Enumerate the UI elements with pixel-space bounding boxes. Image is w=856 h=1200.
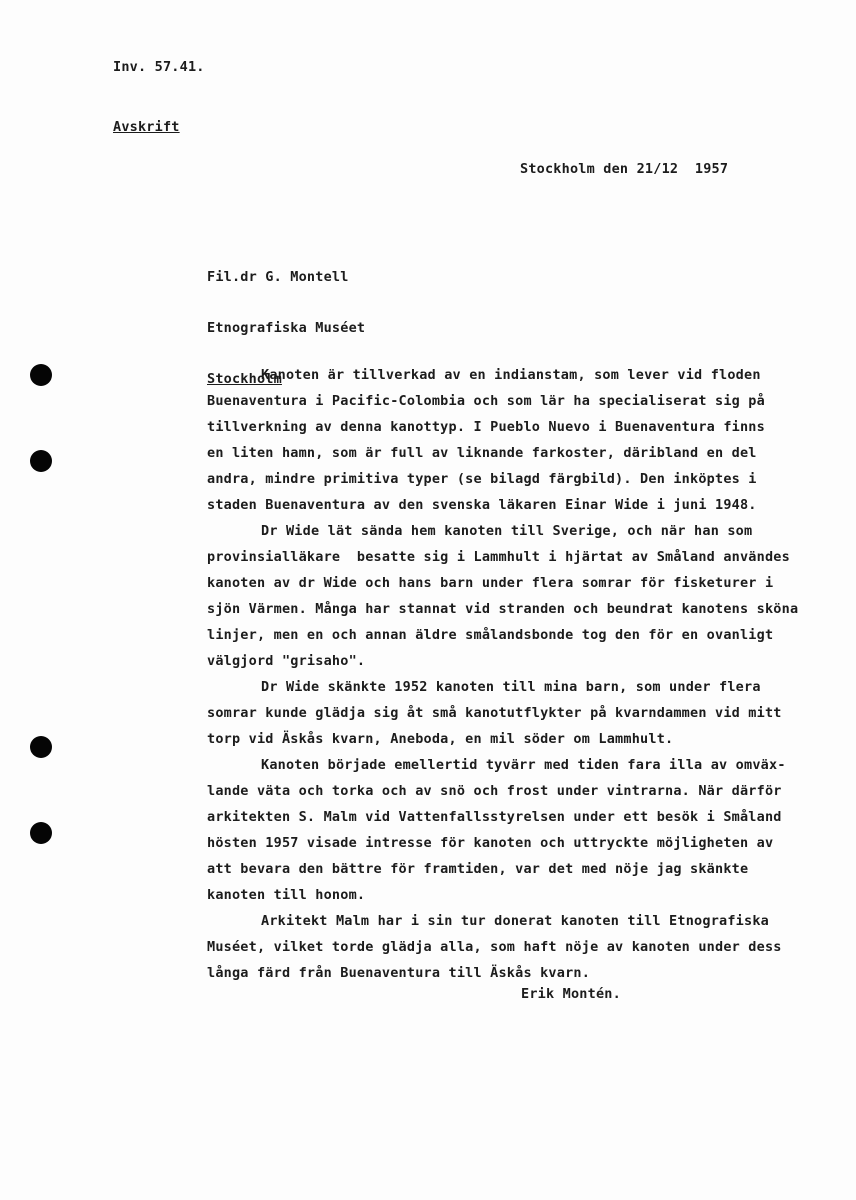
body-line: tillverkning av denna kanottyp. I Pueblo Nuevo i Buenaventura finns (207, 419, 765, 435)
punch-hole (30, 822, 52, 844)
body-line: linjer, men en och annan äldre smålandsbonde tog den för en ovanligt (207, 627, 774, 643)
letter-body (207, 362, 817, 986)
punch-hole (30, 450, 52, 472)
date-line: Stockholm den 21/12 1957 (520, 161, 729, 177)
signature: Erik Montén. (521, 986, 621, 1002)
body-line: Arkitekt Malm har i sin tur donerat kanoten till Etnografiska (261, 913, 769, 929)
recipient-institution: Etnografiska Muséet (207, 320, 366, 336)
body-line: Dr Wide skänkte 1952 kanoten till mina barn, som under flera (261, 679, 761, 695)
body-line: lande väta och torka och av snö och frost under vintrarna. När därför (207, 783, 782, 799)
punch-hole (30, 364, 52, 386)
body-line: arkitekten S. Malm vid Vattenfallsstyrelsen under ett besök i Småland (207, 809, 782, 825)
recipient-city: Stockholm (207, 371, 282, 387)
body-line: kanoten till honom. (207, 887, 366, 903)
body-line: somrar kunde glädja sig åt små kanotutflykter på kvarndammen vid mitt (207, 705, 782, 721)
body-line: Buenaventura i Pacific-Colombia och som lär ha specialiserat sig på (207, 393, 765, 409)
body-line: Dr Wide lät sända hem kanoten till Sverige, och när han som (261, 523, 753, 539)
body-line: välgjord "grisaho". (207, 653, 366, 669)
body-line: hösten 1957 visade intresse för kanoten och uttryckte möjligheten av (207, 835, 774, 851)
body-line: provinsialläkare besatte sig i Lammhult i hjärtat av Småland användes (207, 549, 790, 565)
body-line: staden Buenaventura av den svenska läkaren Einar Wide i juni 1948. (207, 497, 757, 513)
body-line: en liten hamn, som är full av liknande farkoster, däribland en del (207, 445, 757, 461)
body-line: andra, mindre primitiva typer (se bilagd färgbild). Den inköptes i (207, 471, 757, 487)
document-heading: Avskrift (113, 119, 180, 135)
body-line: kanoten av dr Wide och hans barn under flera somrar för fisketurer i (207, 575, 774, 591)
punch-hole (30, 736, 52, 758)
body-line: Muséet, vilket torde glädja alla, som haft nöje av kanoten under dess (207, 939, 782, 955)
body-line: Kanoten började emellertid tyvärr med tiden fara illa av omväx- (261, 757, 786, 773)
body-line: långa färd från Buenaventura till Äskås kvarn. (207, 965, 591, 981)
recipient-name: Fil.dr G. Montell (207, 269, 349, 285)
body-line: Kanoten är tillverkad av en indianstam, som lever vid floden (261, 367, 761, 383)
body-line: att bevara den bättre för framtiden, var det med nöje jag skänkte (207, 861, 749, 877)
body-line: sjön Värmen. Många har stannat vid stranden och beundrat kanotens sköna (207, 601, 799, 617)
inventory-number: Inv. 57.41. (113, 59, 205, 75)
body-line: torp vid Äskås kvarn, Aneboda, en mil söder om Lammhult. (207, 731, 674, 747)
